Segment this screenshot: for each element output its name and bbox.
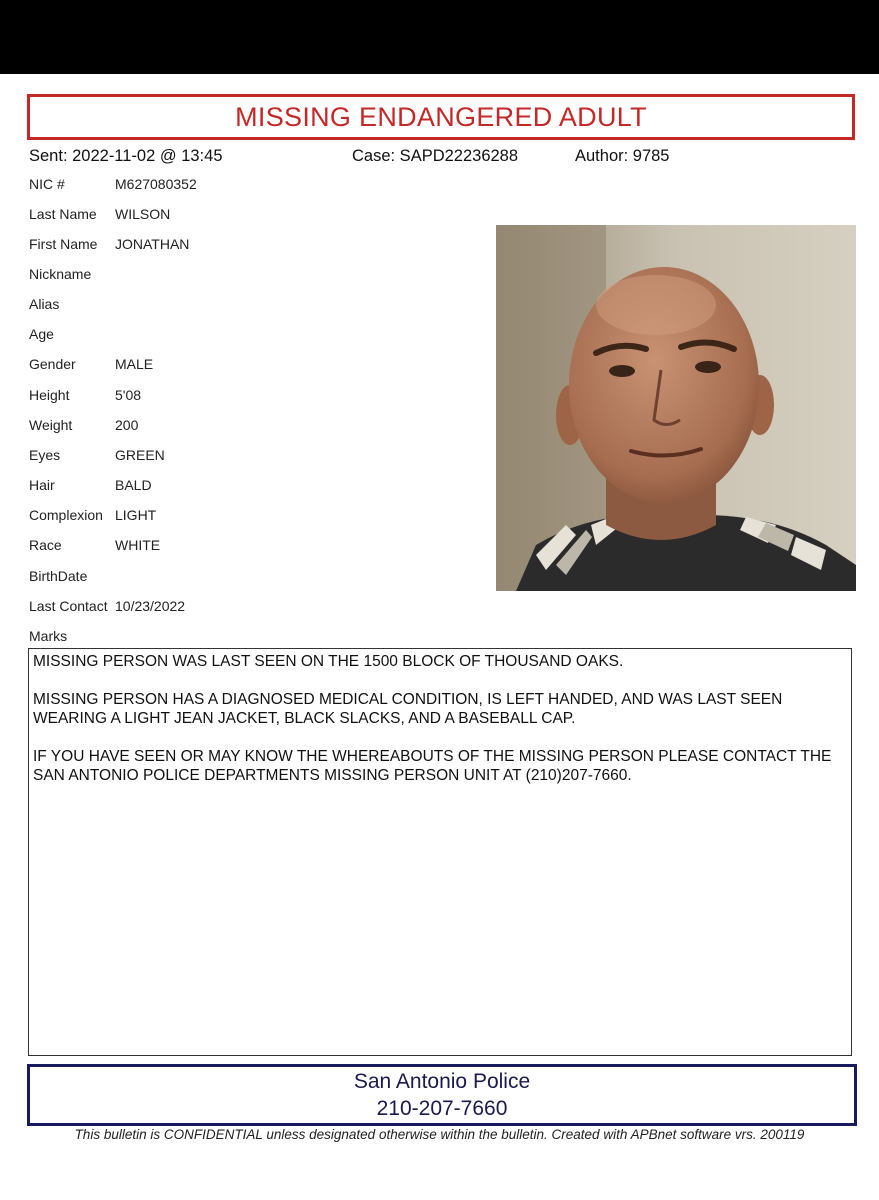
field-value-race: WHITE xyxy=(115,537,161,553)
case-number: Case: SAPD22236288 xyxy=(352,147,519,165)
field-label-race: Race xyxy=(29,537,62,553)
field-label-gender: Gender xyxy=(29,356,76,372)
field-label-last-name: Last Name xyxy=(29,206,97,222)
field-label-age: Age xyxy=(29,326,54,342)
agency-phone: 210-207-7660 xyxy=(376,1097,508,1120)
contact-box xyxy=(27,1064,857,1126)
field-label-alias: Alias xyxy=(29,296,60,312)
bulletin-title-box xyxy=(27,94,855,140)
field-label-eyes: Eyes xyxy=(29,447,61,463)
agency-name: San Antonio Police xyxy=(353,1070,531,1093)
field-value-gender: MALE xyxy=(115,356,154,372)
field-label-first-name: First Name xyxy=(29,236,98,252)
field-value-last-contact: 10/23/2022 xyxy=(115,598,186,614)
field-label-nic: NIC # xyxy=(29,176,65,192)
sent-date: Sent: 2022-11-02 @ 13:45 xyxy=(29,147,223,165)
field-label-birthdate: BirthDate xyxy=(29,568,88,584)
field-value-last-name: WILSON xyxy=(115,206,171,222)
field-label-height: Height xyxy=(29,387,70,403)
marks-paragraph-3: IF YOU HAVE SEEN OR MAY KNOW THE WHEREABOUTS OF THE MISSING PERSON PLEASE CONTACT THE SAN ANTONIO POLICE DEPARTMENTS MISSING PERSON UNIT AT (210)207-7660. xyxy=(33,748,832,784)
field-value-complexion: LIGHT xyxy=(115,507,157,523)
field-label-last-contact: Last Contact xyxy=(29,598,108,614)
field-value-nic: M627080352 xyxy=(115,176,197,192)
field-value-first-name: JONATHAN xyxy=(115,236,190,252)
field-label-nickname: Nickname xyxy=(29,266,92,282)
field-label-marks: Marks xyxy=(29,628,68,644)
marks-description-box xyxy=(28,648,852,1056)
field-value-eyes: GREEN xyxy=(115,447,165,463)
field-label-complexion: Complexion xyxy=(29,507,103,523)
field-value-weight: 200 xyxy=(115,417,139,433)
missing-person-photo xyxy=(496,225,856,591)
field-label-weight: Weight xyxy=(29,417,73,433)
marks-paragraph-2: MISSING PERSON HAS A DIAGNOSED MEDICAL CONDITION, IS LEFT HANDED, AND WAS LAST SEEN WEARING A LIGHT JEAN JACKET, BLACK SLACKS, AND A BASEBALL CAP. xyxy=(33,691,783,727)
author-id: Author: 9785 xyxy=(575,147,670,165)
marks-paragraph-1: MISSING PERSON WAS LAST SEEN ON THE 1500 BLOCK OF THOUSAND OAKS. xyxy=(33,653,624,670)
field-label-hair: Hair xyxy=(29,477,55,493)
field-value-height: 5'08 xyxy=(115,387,142,403)
portrait-illustration xyxy=(496,225,856,591)
top-black-bar xyxy=(0,0,879,74)
field-value-hair: BALD xyxy=(115,477,152,493)
bulletin-title: MISSING ENDANGERED ADULT xyxy=(235,101,647,132)
confidential-footer: This bulletin is CONFIDENTIAL unless designated otherwise within the bulletin. Created with APBnet software vrs. 200119 xyxy=(74,1127,805,1142)
